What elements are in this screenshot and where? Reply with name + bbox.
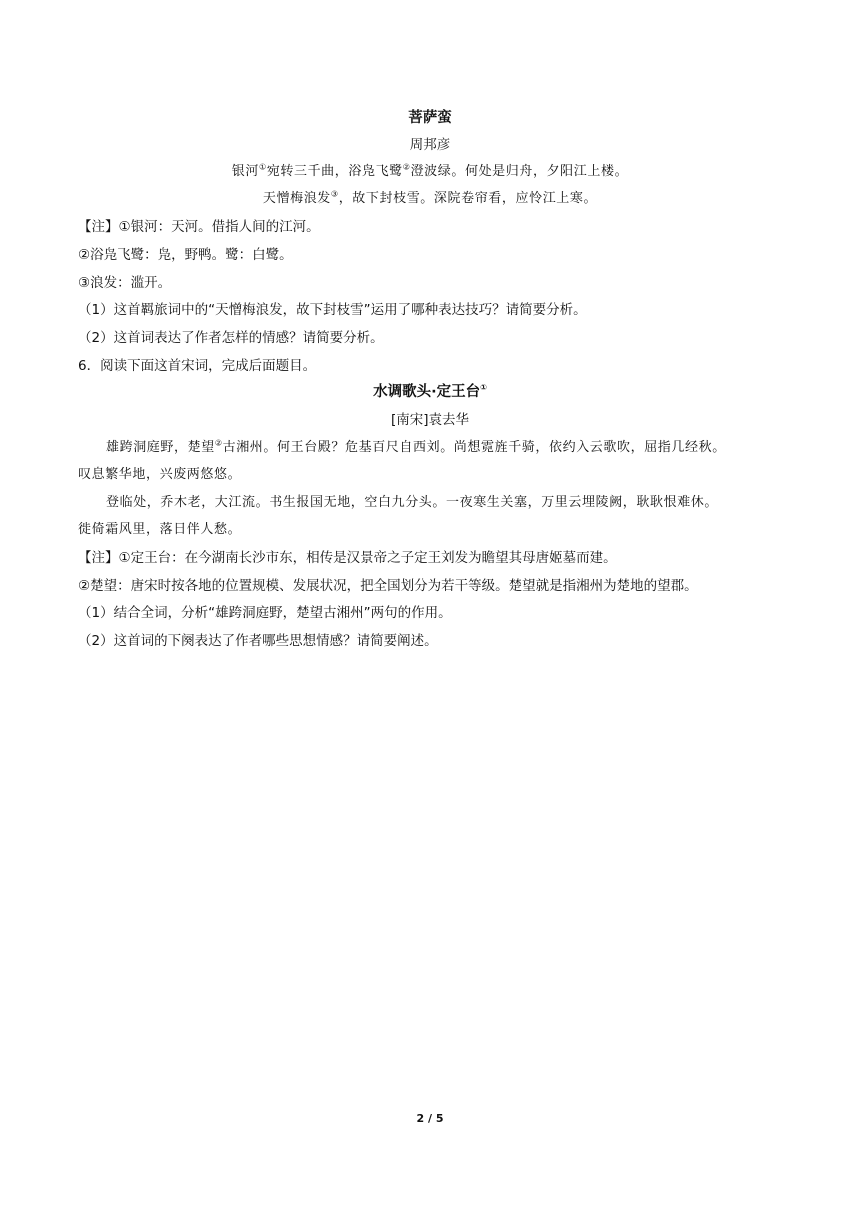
page-number: 2 / 5 [416,1112,444,1125]
poem2-title-text: 水调歌头·定王台 [373,384,481,400]
footnote-marker: ③ [330,189,339,199]
poem2-stanza1-text-b: 古湘州。何王台殿？危基百尺自西刘。尚想霓旌千骑，依约入云歌吹，屈指几经秋。 [222,440,726,455]
poem2-stanza2-line2: 徙倚霜风里，落日伴人愁。 [78,522,242,537]
note2-2: ②楚望：唐宋时按各地的位置规模、发展状况，把全国划分为若干等级。楚望就是指湘州为楚地的望郡。 [78,578,698,594]
poem2-stanza2-line1: 登临处，乔木老，大江流。书生报国无地，空白九分头。一夜寒生关塞，万里云埋陵阙，耿耿恨难休。 [106,495,719,510]
poem1-line1-text-b: 宛转三千曲，浴凫飞鹭 [266,164,403,179]
footnote-marker: ① [259,162,267,172]
question-5-1: （1）这首羁旅词中的“天憎梅浪发，故下封枝雪”运用了哪种表达技巧？请简要分析。 [78,302,587,318]
question-5-2: （2）这首词表达了作者怎样的情感？请简要分析。 [78,330,384,346]
poem1-author: 周邦彦 [409,137,451,153]
poem1-line1-text-c: 澄波绿。何处是归舟，夕阳江上楼。 [410,164,629,179]
poem1-title: 菩萨蛮 [408,110,452,126]
footnote-marker: ① [480,383,487,393]
poem2-stanza1-line2: 叹息繁华地，兴废两悠悠。 [78,467,242,482]
poem1-line1 [0,162,860,182]
question-6-2: （2）这首词的下阕表达了作者哪些思想情感？请简要阐述。 [78,633,438,649]
note-2: ②浴凫飞鹭：凫，野鸭。鹭：白鹭。 [78,247,293,263]
poem1-line2-text-b: ，故下封枝雪。深院卷帘看，应怜江上寒。 [338,191,598,206]
poem1-line1-text-a: 银河 [231,164,259,179]
question-6-1: （1）结合全词，分析“雄跨洞庭野，楚望古湘州”两句的作用。 [78,605,452,621]
poem1-line2 [0,189,860,209]
note-1: 【注】①银河：天河。借指人间的江河。 [78,219,320,235]
poem2-stanza1-text-a: 雄跨洞庭野，楚望 [106,440,215,455]
item-6-prompt: 6．阅读下面这首宋词，完成后面题目。 [78,358,317,374]
poem2-author: [南宋]袁去华 [390,412,470,428]
note2-1: 【注】①定王台：在今湖南长沙市东，相传是汉景帝之子定王刘发为瞻望其母唐姬墓而建。 [78,550,617,566]
poem1-line2-text-a: 天憎梅浪发 [262,191,331,206]
poem2-stanza1-line1 [78,438,800,458]
poem2-title [0,382,860,402]
note-3: ③浪发：滥开。 [78,275,172,291]
footnote-marker: ② [402,162,411,172]
footnote-marker: ② [214,438,223,448]
